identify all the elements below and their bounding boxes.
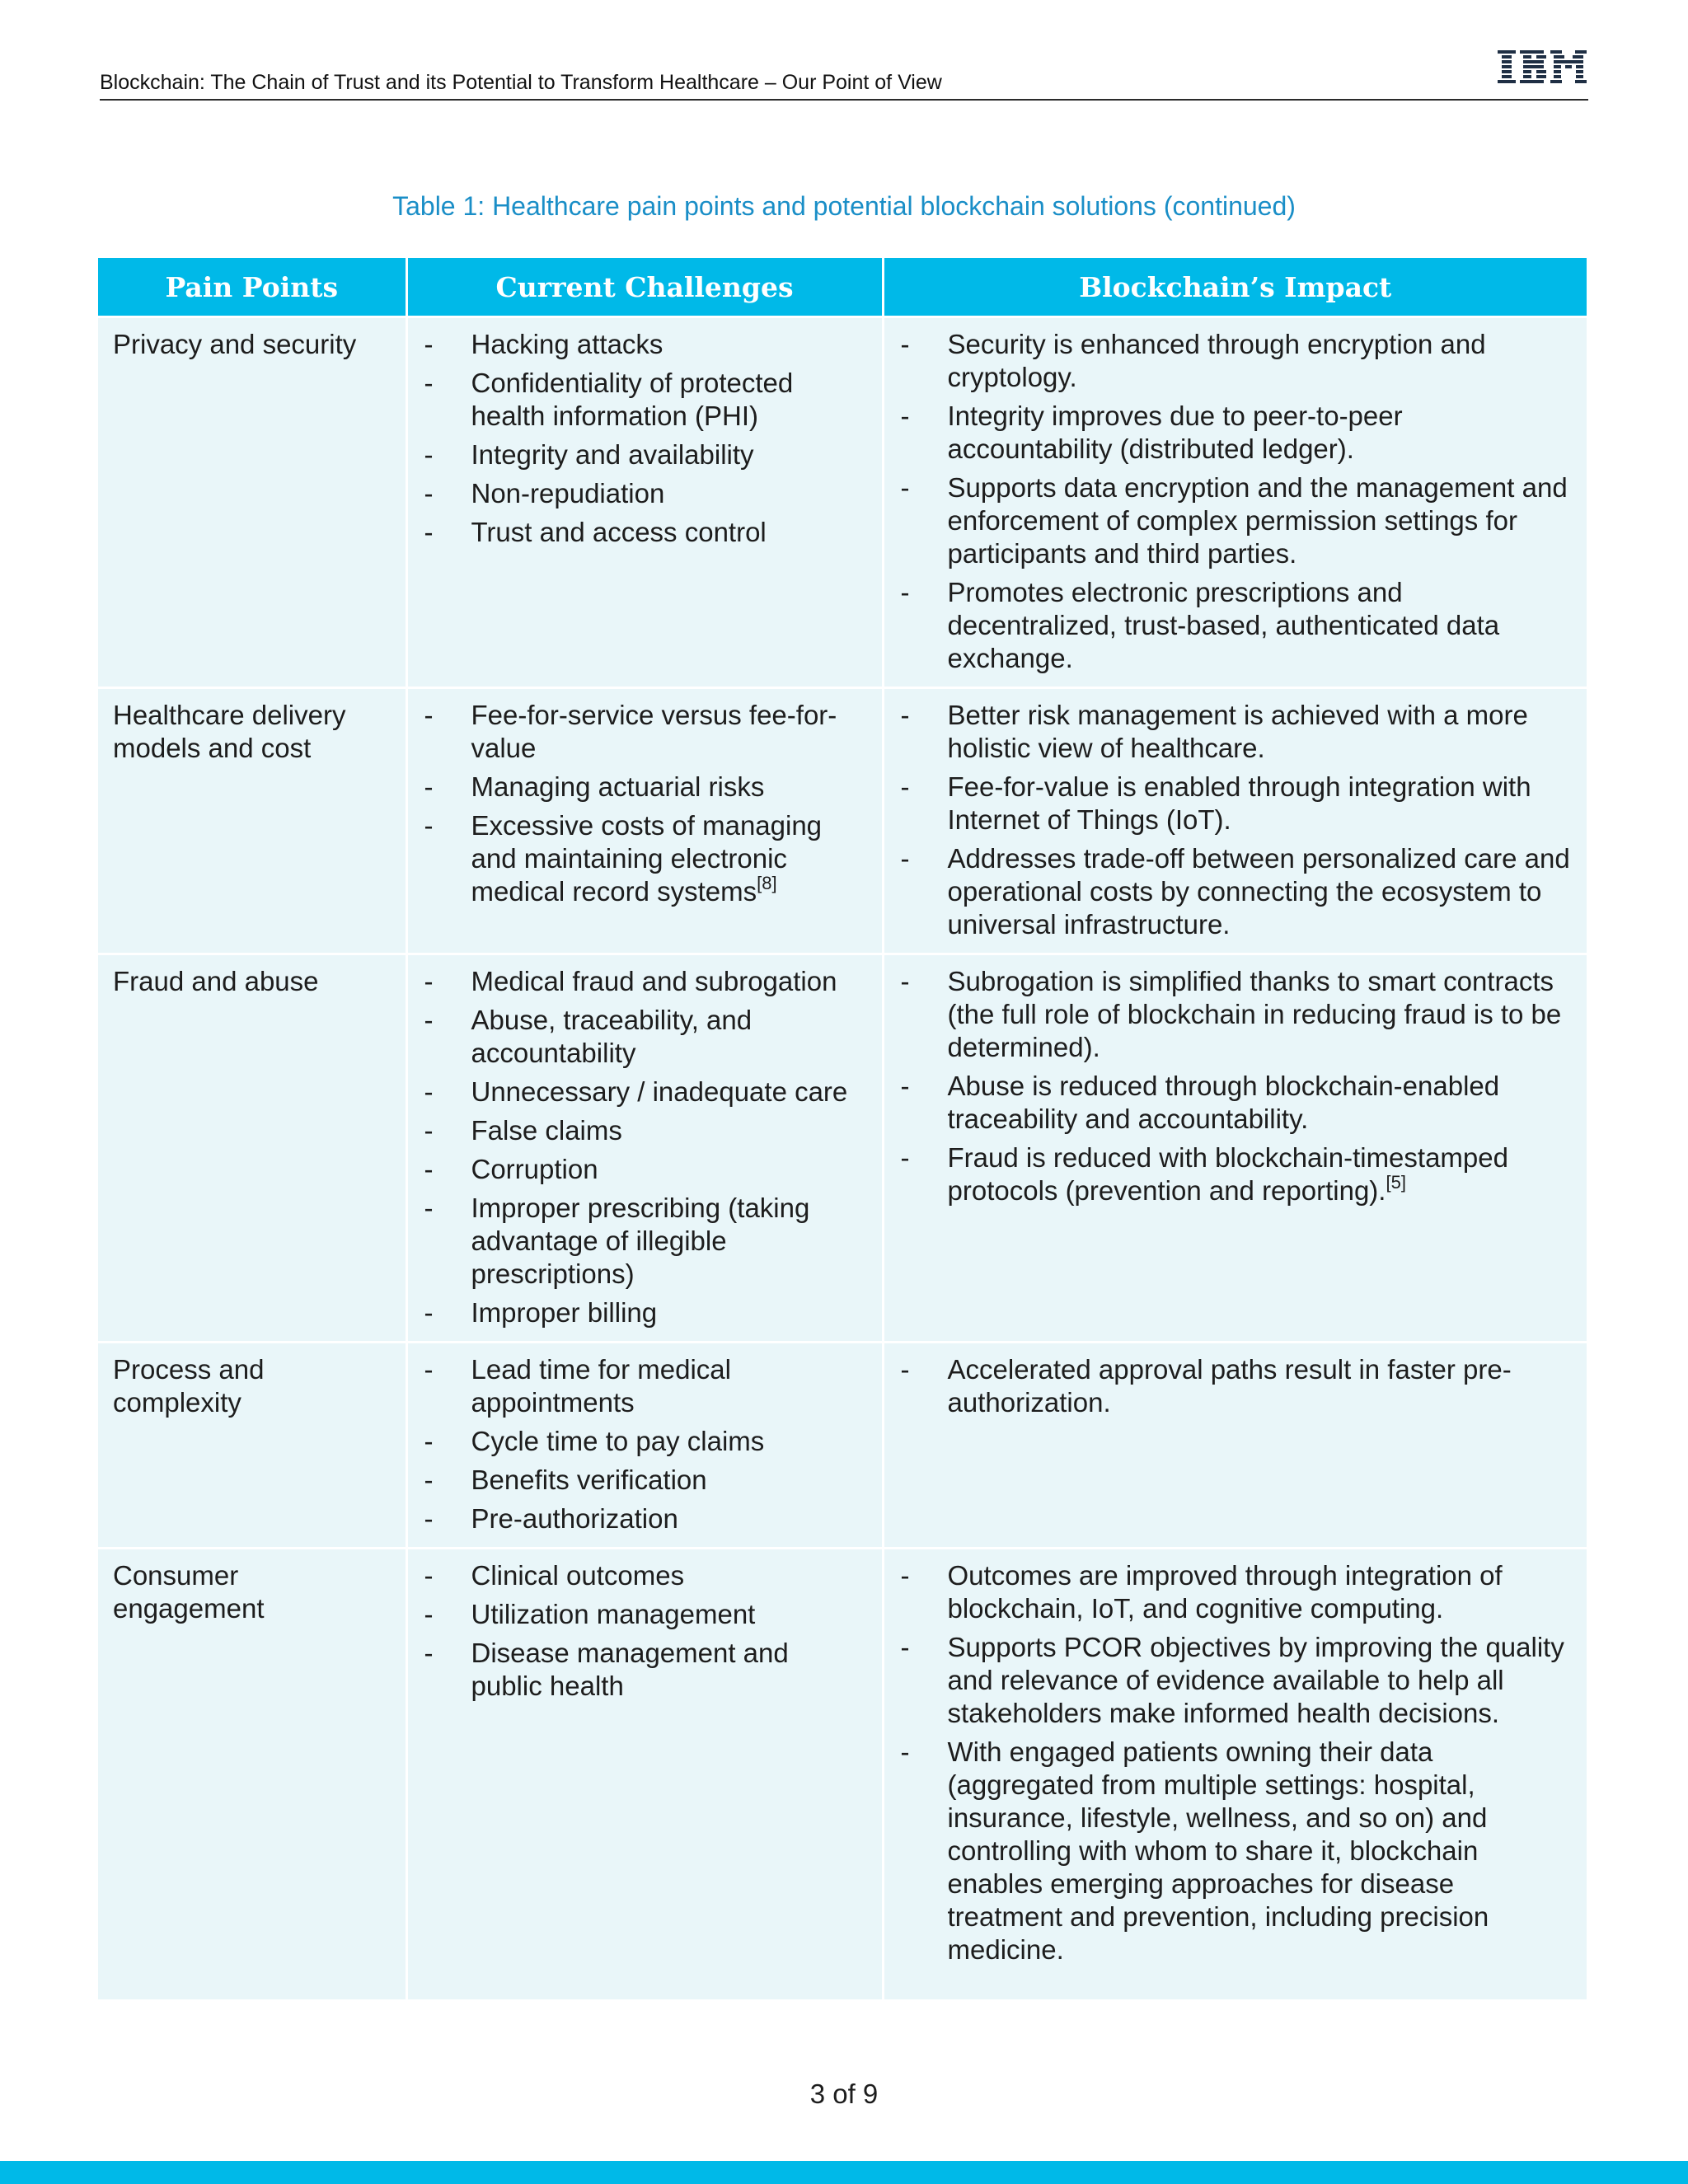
impacts-cell <box>883 1549 1587 2000</box>
list-item-text: Excessive costs of managing and maintaining electronic medical record systems <box>471 810 823 907</box>
list-item: - Managing actuarial risks <box>423 771 867 804</box>
list-item: - Clinical outcomes <box>423 1559 867 1592</box>
pain-point-cell: Process and complexity <box>98 1343 406 1549</box>
list-item <box>423 809 867 908</box>
list-item: - Fee-for-service versus fee-for-value <box>423 699 867 765</box>
page-number: 3 of 9 <box>809 2079 879 2109</box>
table-row <box>98 688 1587 954</box>
list-item: - Pre-authorization <box>423 1502 867 1535</box>
list-item: - Trust and access control <box>423 516 867 549</box>
list-item: - Better risk management is achieved with a more holistic view of healthcare. <box>899 699 1573 765</box>
list-item: - Cycle time to pay claims <box>423 1425 867 1458</box>
list-item: - Abuse is reduced through blockchain-enabled traceability and accountability. <box>899 1070 1573 1136</box>
challenges-cell <box>406 1549 883 2000</box>
impacts-cell <box>883 954 1587 1343</box>
column-header-current-challenges: Current Challenges <box>406 258 883 317</box>
list-item: - Improper prescribing (taking advantage of illegible prescriptions) <box>423 1192 867 1291</box>
challenges-cell <box>406 1343 883 1549</box>
footnote-reference: [5] <box>1386 1172 1406 1193</box>
list-item: - Non-repudiation <box>423 477 867 510</box>
list-item: - Hacking attacks <box>423 328 867 361</box>
list-item <box>899 1141 1573 1207</box>
list-item: - Addresses trade-off between personalized care and operational costs by connecting the ecosystem to universal infrastructure. <box>899 842 1573 941</box>
list-item: - False claims <box>423 1114 867 1147</box>
list-item: - With engaged patients owning their data (aggregated from multiple settings: hospital, insurance, lifestyle, wellness, and so on) and controlling with whom to share it, blockchain enables emerging approaches for disease treatment and prevention, including precision medicine. <box>899 1736 1573 1966</box>
challenges-list <box>423 699 867 908</box>
impacts-cell <box>883 317 1587 688</box>
impacts-cell <box>883 688 1587 954</box>
impacts-cell <box>883 1343 1587 1549</box>
challenges-cell <box>406 688 883 954</box>
ibm-logo <box>1498 48 1588 87</box>
table-row <box>98 954 1587 1343</box>
challenges-cell <box>406 317 883 688</box>
list-item: - Security is enhanced through encryption and cryptology. <box>899 328 1573 394</box>
table-caption: Table 1: Healthcare pain points and potential blockchain solutions (continued) <box>392 191 1296 221</box>
list-item: - Outcomes are improved through integration of blockchain, IoT, and cognitive computing. <box>899 1559 1573 1625</box>
column-header-pain-points: Pain Points <box>98 258 406 317</box>
list-item: - Fee-for-value is enabled through integration with Internet of Things (IoT). <box>899 771 1573 837</box>
impacts-list <box>899 328 1573 675</box>
footer-bar <box>0 2161 1688 2184</box>
document-title: Blockchain: The Chain of Trust and its Potential to Transform Healthcare – Our Point of View <box>100 71 942 94</box>
pain-point-cell: Fraud and abuse <box>98 954 406 1343</box>
list-item: - Confidentiality of protected health information (PHI) <box>423 367 867 433</box>
pain-point-cell: Privacy and security <box>98 317 406 688</box>
page-header <box>100 48 1588 101</box>
impacts-list <box>899 1559 1573 1966</box>
list-item: - Disease management and public health <box>423 1637 867 1703</box>
list-item: - Unnecessary / inadequate care <box>423 1076 867 1108</box>
challenges-list <box>423 328 867 549</box>
footnote-reference: [8] <box>757 873 777 893</box>
list-item: - Accelerated approval paths result in faster pre-authorization. <box>899 1353 1573 1419</box>
impacts-list <box>899 699 1573 941</box>
list-item: - Corruption <box>423 1153 867 1186</box>
impacts-list <box>899 1353 1573 1419</box>
list-item: - Integrity and availability <box>423 438 867 471</box>
pain-points-table <box>98 258 1587 1999</box>
list-item: - Abuse, traceability, and accountability <box>423 1004 867 1070</box>
list-item: - Improper billing <box>423 1296 867 1329</box>
table-row <box>98 1343 1587 1549</box>
list-item: - Benefits verification <box>423 1464 867 1497</box>
list-item: - Medical fraud and subrogation <box>423 965 867 998</box>
list-item: - Integrity improves due to peer-to-peer accountability (distributed ledger). <box>899 400 1573 466</box>
column-header-blockchain-impact: Blockchain’s Impact <box>883 258 1587 317</box>
challenges-list <box>423 1559 867 1703</box>
challenges-list <box>423 965 867 1329</box>
table-row <box>98 1549 1587 2000</box>
list-item-text: Fraud is reduced with blockchain-timestamped protocols (prevention and reporting). <box>947 1142 1508 1206</box>
pain-point-cell: Consumer engagement <box>98 1549 406 2000</box>
list-item: - Subrogation is simplified thanks to smart contracts (the full role of blockchain in reducing fraud is to be determined). <box>899 965 1573 1064</box>
pain-point-cell: Healthcare delivery models and cost <box>98 688 406 954</box>
impacts-list <box>899 965 1573 1207</box>
list-item: - Promotes electronic prescriptions and decentralized, trust-based, authenticated data exchange. <box>899 576 1573 675</box>
table-row <box>98 317 1587 688</box>
list-item: - Supports data encryption and the management and enforcement of complex permission settings for participants and third parties. <box>899 471 1573 570</box>
list-item: - Supports PCOR objectives by improving the quality and relevance of evidence available to help all stakeholders make informed health decisions. <box>899 1631 1573 1730</box>
list-item: - Utilization management <box>423 1598 867 1631</box>
list-item: - Lead time for medical appointments <box>423 1353 867 1419</box>
challenges-list <box>423 1353 867 1535</box>
challenges-cell <box>406 954 883 1343</box>
table-header-row <box>98 258 1587 317</box>
